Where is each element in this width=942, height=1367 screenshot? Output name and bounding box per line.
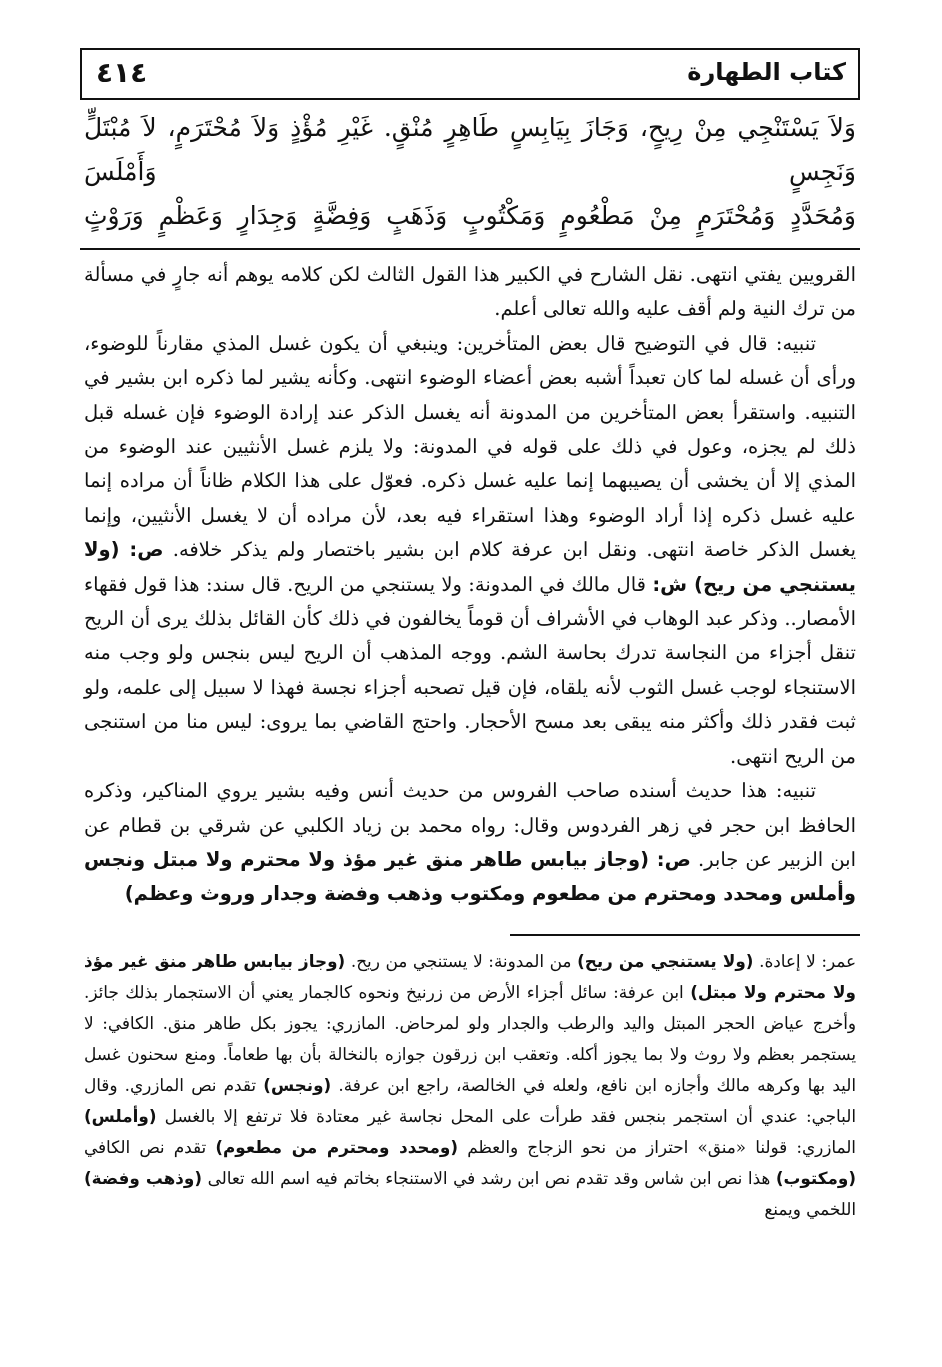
page-number: ٤١٤ xyxy=(96,56,148,89)
note-text: عمر: لا إعادة. xyxy=(759,950,857,971)
main-text-line: وَمُحَدَّدٍ وَمُحْتَرَمٍ مِنْ مَطْعُومٍ وَمَكْتُوبٍ وَذَهَبٍ وَفِضَّةٍ وَجِدَارٍ وَعَظْمٍ وَرَوْثٍ xyxy=(84,201,856,230)
note-text: من المدونة: لا يستنجي من ريح. xyxy=(350,950,572,971)
note-bold: (ومحدد ومحترم من مطعوم) xyxy=(215,1136,458,1157)
main-text xyxy=(80,106,860,238)
commentary-text: تنبيه: قال في التوضيح قال بعض المتأخرين: وينبغي أن يكون غسل المذي مقارناً للوضوء، ورأى أن غسله لما كان تعبداً أشبه بعض أعضاء الوضوء انتهى. وكأنه يشير لما ذكره ابن بشير في التنبيه. واستقرأ بعض المتأخرين من المدونة أنه يغسل الذكر عند إرادة الوضوء فإن غسله قبل ذلك لم يجزه، وعول في ذلك على قوله في المدونة: ولا يلزم غسل الأنثيين عند الوضوء من المذي إلا أن يخشى أن يصيبهما إنما عليه غسل ذكره. xyxy=(84,331,856,493)
commentary-section xyxy=(80,258,860,912)
footnotes-section xyxy=(80,946,860,1225)
commentary-paragraph: القرويين يفتي انتهى. نقل الشارح في الكبير هذا القول الثالث لكن كلامه يوهم أنه جارٍ في مسألة من ترك النية ولم أقف عليه والله تعالى أعلم. xyxy=(84,263,856,321)
note-bold: (وأملس) xyxy=(84,1105,157,1126)
footnote-divider xyxy=(510,934,860,936)
note-bold: (وذهب وفضة) xyxy=(84,1167,203,1188)
commentary-text: قال مالك في المدونة: ولا يستنجي من الريح. قال سند: هذا قول فقهاء الأمصار.. وذكر عبد الوهاب في الأشراف أن قوماً يخالفون في ذلك كأن القائل بذلك يرى أن الريح تنقل أجزاء من النجاسة تدرك بحاسة الشم. ووجه المذهب أن الريح ليس بنجس ولو وجب منه الاستنجاء لوجب غسل الثوب لأنه يلقاه، فإن قيل تصحبه أجزاء نجسة فهذا لا سبيل إلى علمه، ولو ثبت فقدر ذلك وأكثر منه يبقى بعد مسح الأحجار. واحتج القاضي بما يروى: ليس منا من استنجى من الريح انتهى. xyxy=(84,572,856,768)
note-text: تقدم نص الكافي xyxy=(84,1136,207,1157)
note-text: تقدم نص المازري. وقال الباجي: عندي أن استجمر بنجس فقد طرأت على المحل نجاسة غير معتادة فلا ترتفع إلا بالغسل xyxy=(84,1074,856,1126)
quoted-text-bold: ص: (وجاز بيابس طاهر منق غير مؤذ ولا محترم ولا مبتل ونجس وأملس ومحدد ومحترم من مطعوم ومكتوب وذهب وفضة وجدار وروث وعظم) xyxy=(84,847,856,906)
main-text-divider xyxy=(80,248,860,250)
text-marker: ص: (ولا يستنجي من ريح) ش: xyxy=(84,538,856,596)
note-bold: (ولا يستنجي من ريح) xyxy=(577,950,754,971)
note-text: اللخمي ويمنع xyxy=(764,1198,856,1219)
note-bold: (ونجس) xyxy=(263,1074,332,1095)
note-text: ابن عرفة: سائل أجزاء الأرض من زرنيخ ونحوه كالجمار يعني أن الاستجمار بذلك جائز. وأخرج عياض الحجر المبتل واليد والرطب والجدار ولو لمرحاض. المازري: يجوز بكل طاهر منق. الكافي: لا يستجمر بعظم ولا روث ولا بما يجوز أكله. وتعقب ابن زرقون جوازه بالنخالة بأن بها طعاماً. ومنع سحنون غسل اليد بها وكرهه مالك وأجازه ابن نافع، ولعله في الخالصة، راجع ابن عرفة. xyxy=(84,981,856,1095)
commentary-text: فعوّل على هذا الكلام ظاناً أن مراده إنما عليه غسل ذكره إذا أراد الوضوء وهذا استقراء فيه بعد، لأن مراده أن لا يغسل الأنثيين، وإنما يغسل الذكر خاصة انتهى. ونقل ابن عرفة كلام ابن بشير باختصار ولم يذكر خلافه. xyxy=(84,469,857,562)
note-text: هذا نص ابن شاس وقد تقدم نص ابن رشد في الاستنجاء بخاتم فيه اسم الله تعالى xyxy=(207,1167,771,1188)
page-header xyxy=(80,48,860,100)
book-title: كتاب الطهارة xyxy=(687,58,846,86)
commentary-paragraph xyxy=(84,327,856,774)
book-page xyxy=(80,48,860,1348)
main-text-line: وَلاَ يَسْتَنْجِي مِنْ رِيحٍ، وَجَازَ بِيَابِسٍ طَاهِرٍ مُنْقٍ. غَيْرِ مُؤْذٍ وَلاَ مُحْتَرَمٍ، لاَ مُبْتَلٍّ وَنَجِسٍ وَأَمْلَسَ xyxy=(84,113,856,186)
note-bold: (وجاز بيابس طاهر منق غير مؤذ ولا محترم ولا مبتل) xyxy=(84,950,856,1002)
note-bold: (ومكتوب) xyxy=(775,1167,857,1188)
commentary-text: تنبيه: هذا حديث أسنده صاحب الفروس من حديث أنس وفيه بشير يروي المناكير، وذكره الحافظ ابن حجر في زهر الفردوس وقال: رواه محمد بن زياد الكلبي عن شرقي بن قطام عن ابن الزبير عن جابر. xyxy=(84,779,857,871)
commentary-paragraph xyxy=(84,774,856,912)
note-text: المازري: قولنا «منق» احتراز من نحو الزجاج والعظم xyxy=(467,1136,856,1157)
